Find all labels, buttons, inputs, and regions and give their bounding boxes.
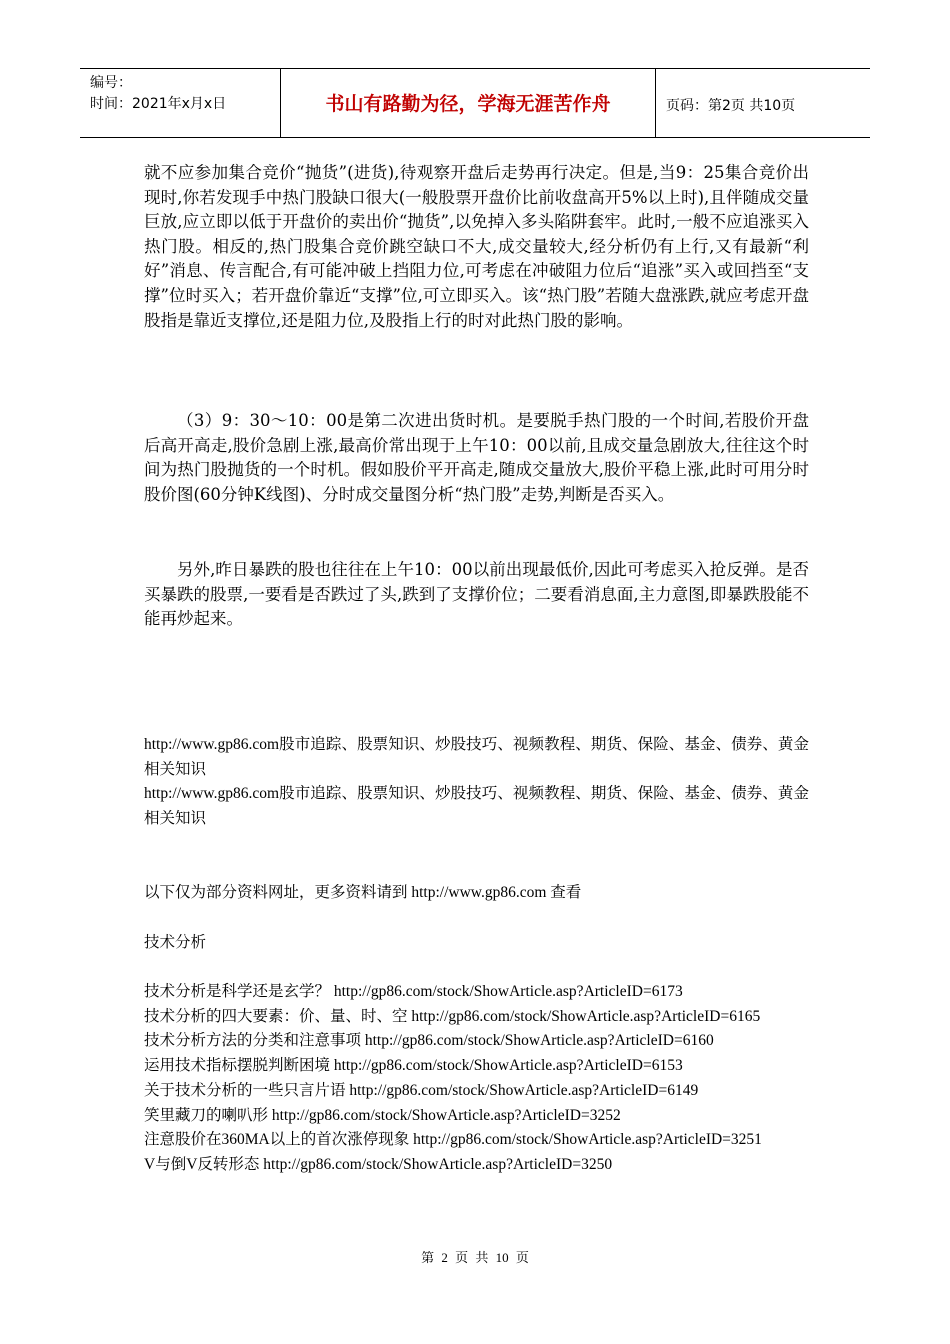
page-footer: 第 2 页 共 10 页 [421,1250,529,1265]
header-motto-cell [281,69,656,137]
document-time-label: 时间：2021年x月x日 [90,96,227,112]
link-item[interactable]: 注意股价在360MA以上的首次涨停现象 http://gp86.com/stock/ShowArticle.asp?ArticleID=3251 [144,1131,762,1149]
promo-text-2: http://www.gp86.com股市追踪、股票知识、炒股技巧、视频教程、期货、保险、基金、债券、黄金相关知识 [144,785,809,827]
document-number-label: 编号： [90,75,132,91]
page-header [80,68,870,138]
link-item[interactable]: 关于技术分析的一些只言片语 http://gp86.com/stock/ShowArticle.asp?ArticleID=6149 [144,1081,699,1099]
link-list [144,980,809,1178]
link-item[interactable]: 技术分析方法的分类和注意事项 http://gp86.com/stock/ShowArticle.asp?ArticleID=6160 [144,1032,714,1050]
promo-text-1: http://www.gp86.com股市追踪、股票知识、炒股技巧、视频教程、期货、保险、基金、债券、黄金相关知识 [144,736,809,778]
header-motto: 书山有路勤为径，学海无涯苦作舟 [325,93,611,115]
more-resources-note: 以下仅为部分资料网址，更多资料请到 http://www.gp86.com 查看 [144,884,582,901]
link-item[interactable]: 运用技术指标摆脱判断困境 http://gp86.com/stock/ShowArticle.asp?ArticleID=6153 [144,1057,683,1075]
header-page-code: 页码：第2页 共10页 [666,98,796,114]
link-item[interactable]: 笑里藏刀的喇叭形 http://gp86.com/stock/ShowArticle.asp?ArticleID=3252 [144,1106,621,1124]
body-paragraph-2: （3）9：30～10：00是第二次进出货时机。是要脱手热门股的一个时间,若股价开盘后高开高走,股价急剧上涨,最高价常出现于上午10：00以前,且成交量急剧放大,往往这个时间为热门股抛货的一个时机。假如股价平开高走,随成交量放大,股价平稳上涨,此时可用分时股价图(60分钟K线图)、分时成交量图分析“热门股”走势,判断是否买入。 [144,411,809,504]
section-title: 技术分析 [144,934,207,951]
header-meta-cell [80,69,281,137]
body-paragraph-1: 就不应参加集合竞价“抛货”(进货),待观察开盘后走势再行决定。但是,当9：25集合竞价出现时,你若发现手中热门股缺口很大(一般股票开盘价比前收盘高开5%以上时),且伴随成交量巨放,应立即以低于开盘价的卖出价“抛货”,以免掉入多头陷阱套牢。此时,一般不应追涨买入热门股。相反的,热门股集合竞价跳空缺口不大,成交量较大,经分析仍有上行,又有最新“利好”消息、传言配合,有可能冲破上挡阻力位,可考虑在冲破阻力位后“追涨”买入或回挡至“支撑”位时买入；若开盘价靠近“支撑”位,可立即买入。该“热门股”若随大盘涨跌,就应考虑开盘股指是靠近支撑位,还是阻力位,及股指上行的时对此热门股的影响。 [144,163,809,330]
header-page-cell [656,69,870,137]
body-paragraph-3: 另外,昨日暴跌的股也往往在上午10：00以前出现最低价,因此可考虑买入抢反弹。是否买暴跌的股票,一要看是否跌过了头,跌到了支撑价位；二要看消息面,主力意图,即暴跌股能不能再炒起来。 [144,560,809,629]
link-item[interactable]: 技术分析是科学还是玄学？ http://gp86.com/stock/ShowArticle.asp?ArticleID=6173 [144,983,683,1000]
link-item[interactable]: 技术分析的四大要素：价、量、时、空 http://gp86.com/stock/ShowArticle.asp?ArticleID=6165 [144,1007,761,1025]
link-item[interactable]: V与倒V反转形态 http://gp86.com/stock/ShowArticle.asp?ArticleID=3250 [144,1155,613,1173]
